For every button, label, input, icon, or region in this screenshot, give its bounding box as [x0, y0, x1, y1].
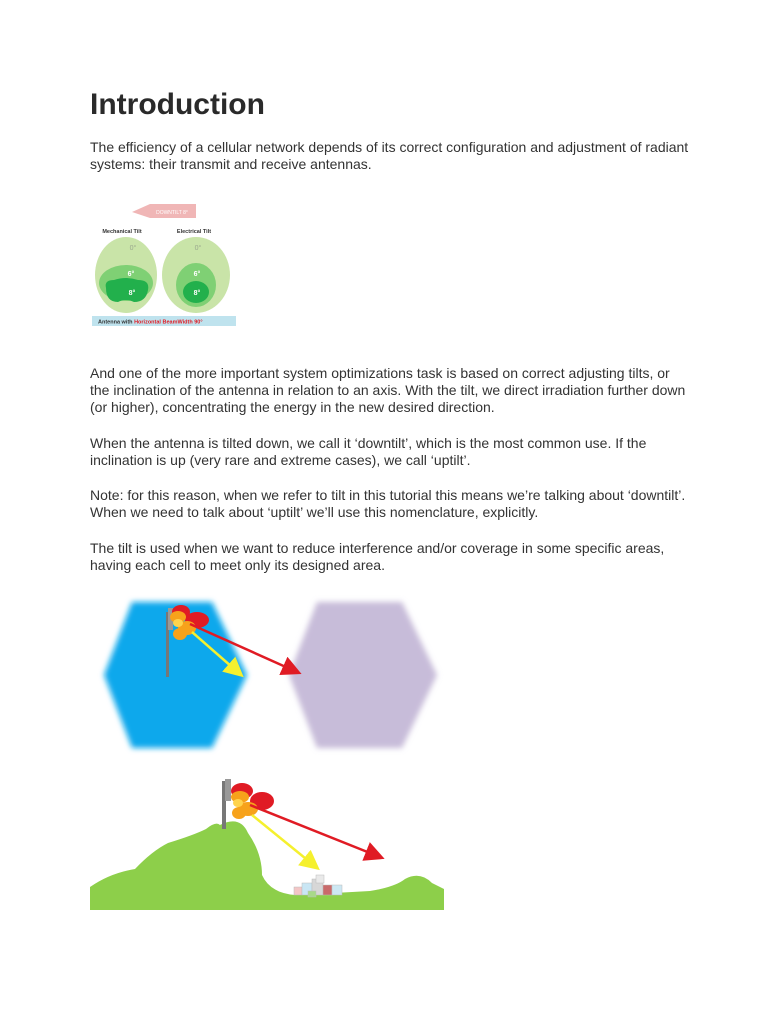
buildings-icon [294, 875, 342, 897]
paragraph-interference: The tilt is used when we want to reduce interference and/or coverage in some specific areas, having each cell to meet only its designed area. [90, 540, 665, 573]
neighbor-cell-hexagon [289, 602, 437, 748]
svg-text:6°: 6° [127, 271, 135, 278]
tilt-comparison-figure [92, 200, 238, 330]
svg-text:0°: 0° [129, 245, 137, 252]
paragraph-note: Note: for this reason, when we refer to tilt in this tutorial this means we’re talking about ‘downtilt’. When we need to talk about ‘uptilt’ we’ll use this nomenclature, explicitly. [90, 487, 686, 520]
electrical-tilt-label: Electrical Tilt [176, 229, 212, 235]
antenna-beamwidth-caption: Antenna with Horizontal BeamWidth 90° [98, 319, 203, 326]
terrain-coverage-figure [90, 775, 444, 915]
paragraph-tilt-definition: And one of the more important system optimizations task is based on correct adjusting tilts, or the inclination of the antenna in relation to an axis. With the tilt, we direct irradiation further down (or higher), concentrating the energy in the new desired direction. [90, 365, 686, 415]
electrical-tilt-pattern [162, 237, 230, 313]
cell-coverage-figure [92, 590, 452, 760]
coverage-arrow [252, 815, 316, 867]
mechanical-tilt-pattern [95, 237, 157, 313]
svg-text:8°: 8° [128, 290, 136, 297]
downtilt-arrow-label: DOWNTILT 8° [156, 210, 188, 216]
svg-text:8°: 8° [193, 290, 201, 297]
page-title: Introduction [90, 88, 265, 121]
svg-text:6°: 6° [193, 271, 201, 278]
mechanical-tilt-label: Mechanical Tilt [102, 229, 142, 235]
interference-arrow [250, 805, 380, 857]
terrain-hill [90, 821, 444, 910]
svg-text:0°: 0° [194, 245, 202, 252]
paragraph-downtilt: When the antenna is tilted down, we call it ‘downtilt’, which is the most common use. If the inclination is up (very rare and extreme cases), we call ‘uptilt’. [90, 435, 647, 468]
antenna-icon [222, 779, 274, 829]
paragraph-intro: The efficiency of a cellular network depends of its correct configuration and adjustment of radiant systems: their transmit and receive antennas. [90, 139, 689, 172]
